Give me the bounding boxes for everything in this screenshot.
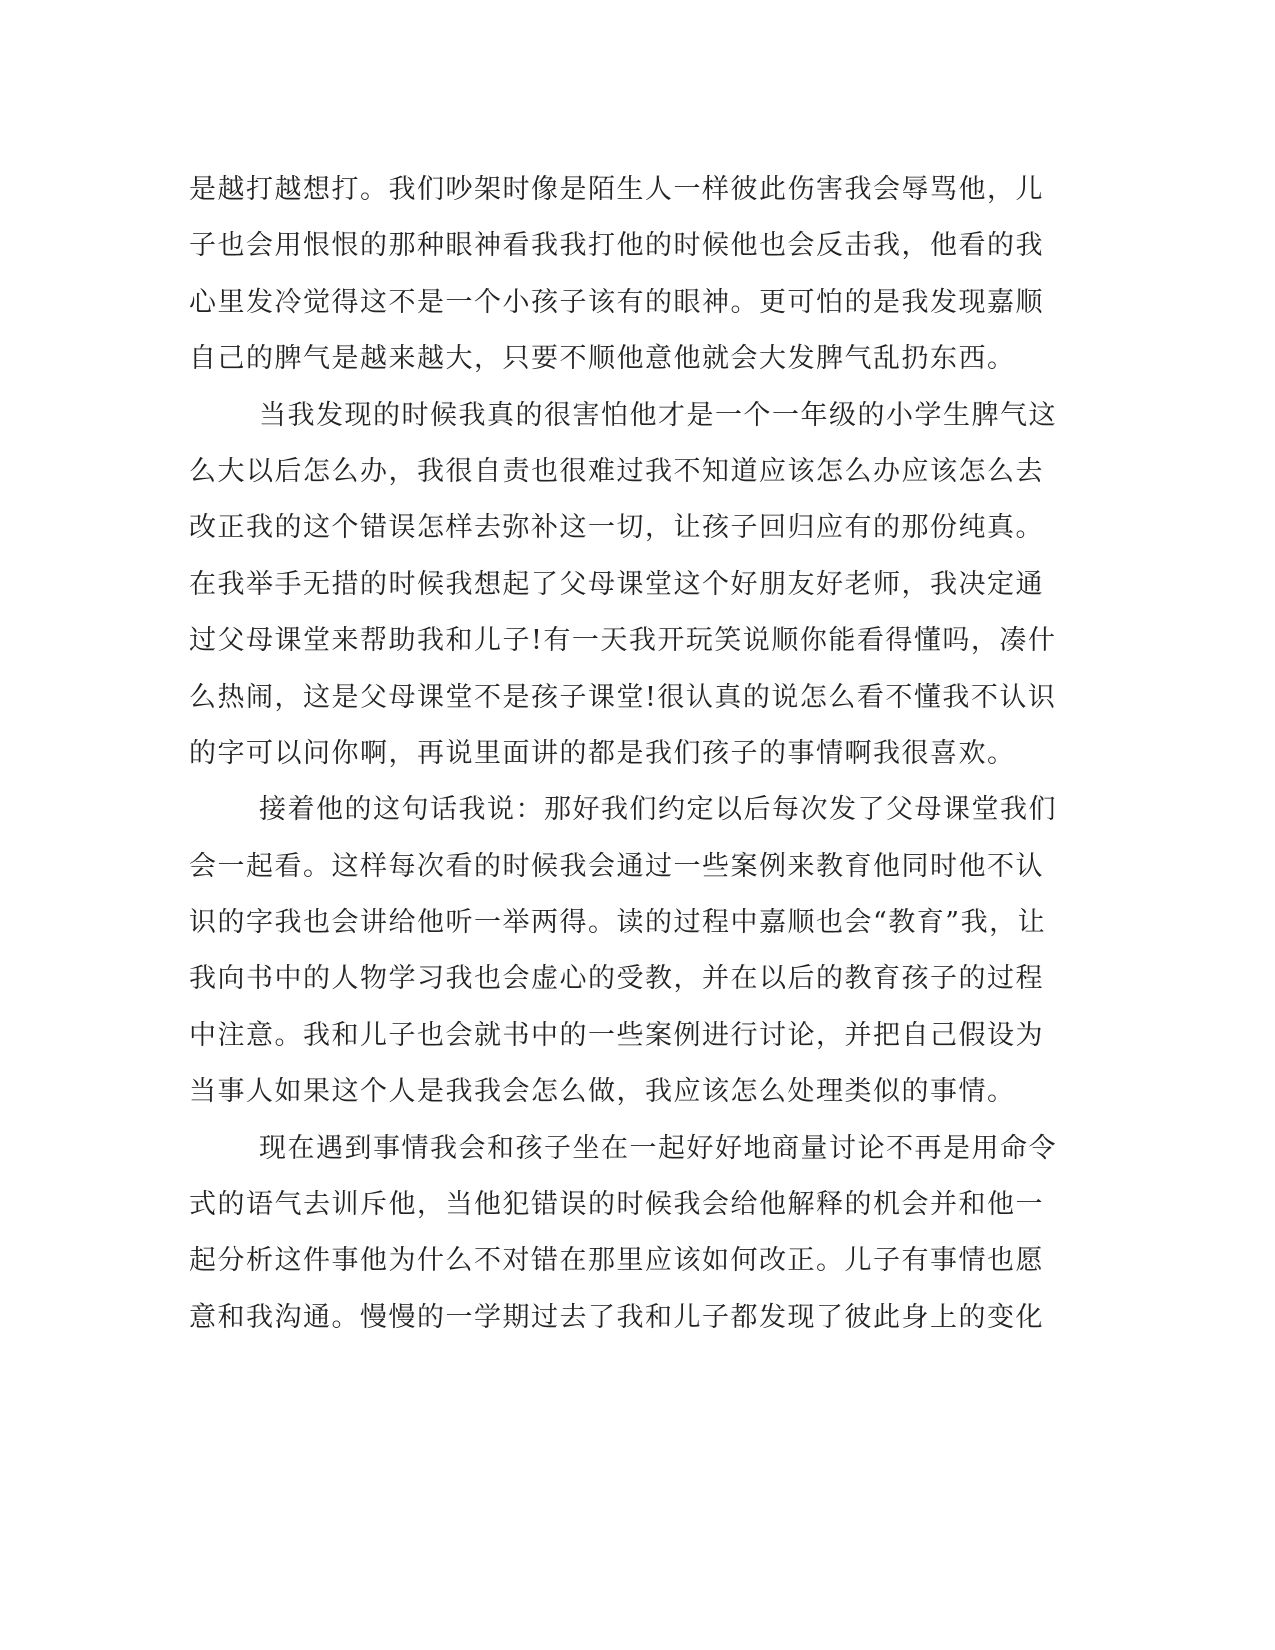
text-line: 心里发冷觉得这不是一个小孩子该有的眼神。更可怕的是我发现嘉顺: [189, 286, 1044, 318]
text-line: 是越打越想打。我们吵架时像是陌生人一样彼此伤害我会辱骂他，儿: [189, 174, 1044, 205]
body-text: [189, 162, 1069, 1346]
text-line: 自己的脾气是越来越大，只要不顺他意他就会大发脾气乱扔东西。: [189, 343, 1016, 375]
text-line: 我向书中的人物学习我也会虚心的受教，并在以后的教育孩子的过程: [189, 963, 1044, 995]
text-line: 当事人如果这个人是我我会怎么做，我应该怎么处理类似的事情。: [189, 1076, 1016, 1108]
text-line: 过父母课堂来帮助我和儿子!有一天我开玩笑说顺你能看得懂吗，凑什: [189, 625, 1057, 657]
text-line: 么大以后怎么办，我很自责也很难过我不知道应该怎么办应该怎么去: [189, 455, 1044, 487]
text-line: 改正我的这个错误怎样去弥补这一切，让孩子回归应有的那份纯真。: [189, 512, 1044, 544]
text-line: 会一起看。这样每次看的时候我会通过一些案例来教育他同时他不认: [189, 850, 1044, 882]
text-line: 意和我沟通。慢慢的一学期过去了我和儿子都发现了彼此身上的变化: [189, 1301, 1044, 1333]
text-line: 起分析这件事他为什么不对错在那里应该如何改正。儿子有事情也愿: [189, 1245, 1044, 1277]
text-line: 中注意。我和儿子也会就书中的一些案例进行讨论，并把自己假设为: [189, 1019, 1044, 1051]
text-line: 式的语气去训斥他，当他犯错误的时候我会给他解释的机会并和他一: [189, 1189, 1044, 1221]
text-line: 的字可以问你啊，再说里面讲的都是我们孩子的事情啊我很喜欢。: [189, 737, 1016, 769]
paragraph-first-line: 接着他的这句话我说：那好我们约定以后每次发了父母课堂我们: [259, 794, 1057, 826]
text-line: 识的字我也会讲给他听一举两得。读的过程中嘉顺也会“教育”我，让: [189, 907, 1047, 939]
paragraph-first-line: 现在遇到事情我会和孩子坐在一起好好地商量讨论不再是用命令: [259, 1132, 1057, 1164]
text-line: 在我举手无措的时候我想起了父母课堂这个好朋友好老师，我决定通: [189, 568, 1044, 600]
text-line: 子也会用恨恨的那种眼神看我我打他的时候他也会反击我，他看的我: [189, 230, 1044, 262]
paragraph-first-line: 当我发现的时候我真的很害怕他才是一个一年级的小学生脾气这: [259, 399, 1057, 431]
text-line: 么热闹，这是父母课堂不是孩子课堂!很认真的说怎么看不懂我不认识: [189, 681, 1057, 713]
